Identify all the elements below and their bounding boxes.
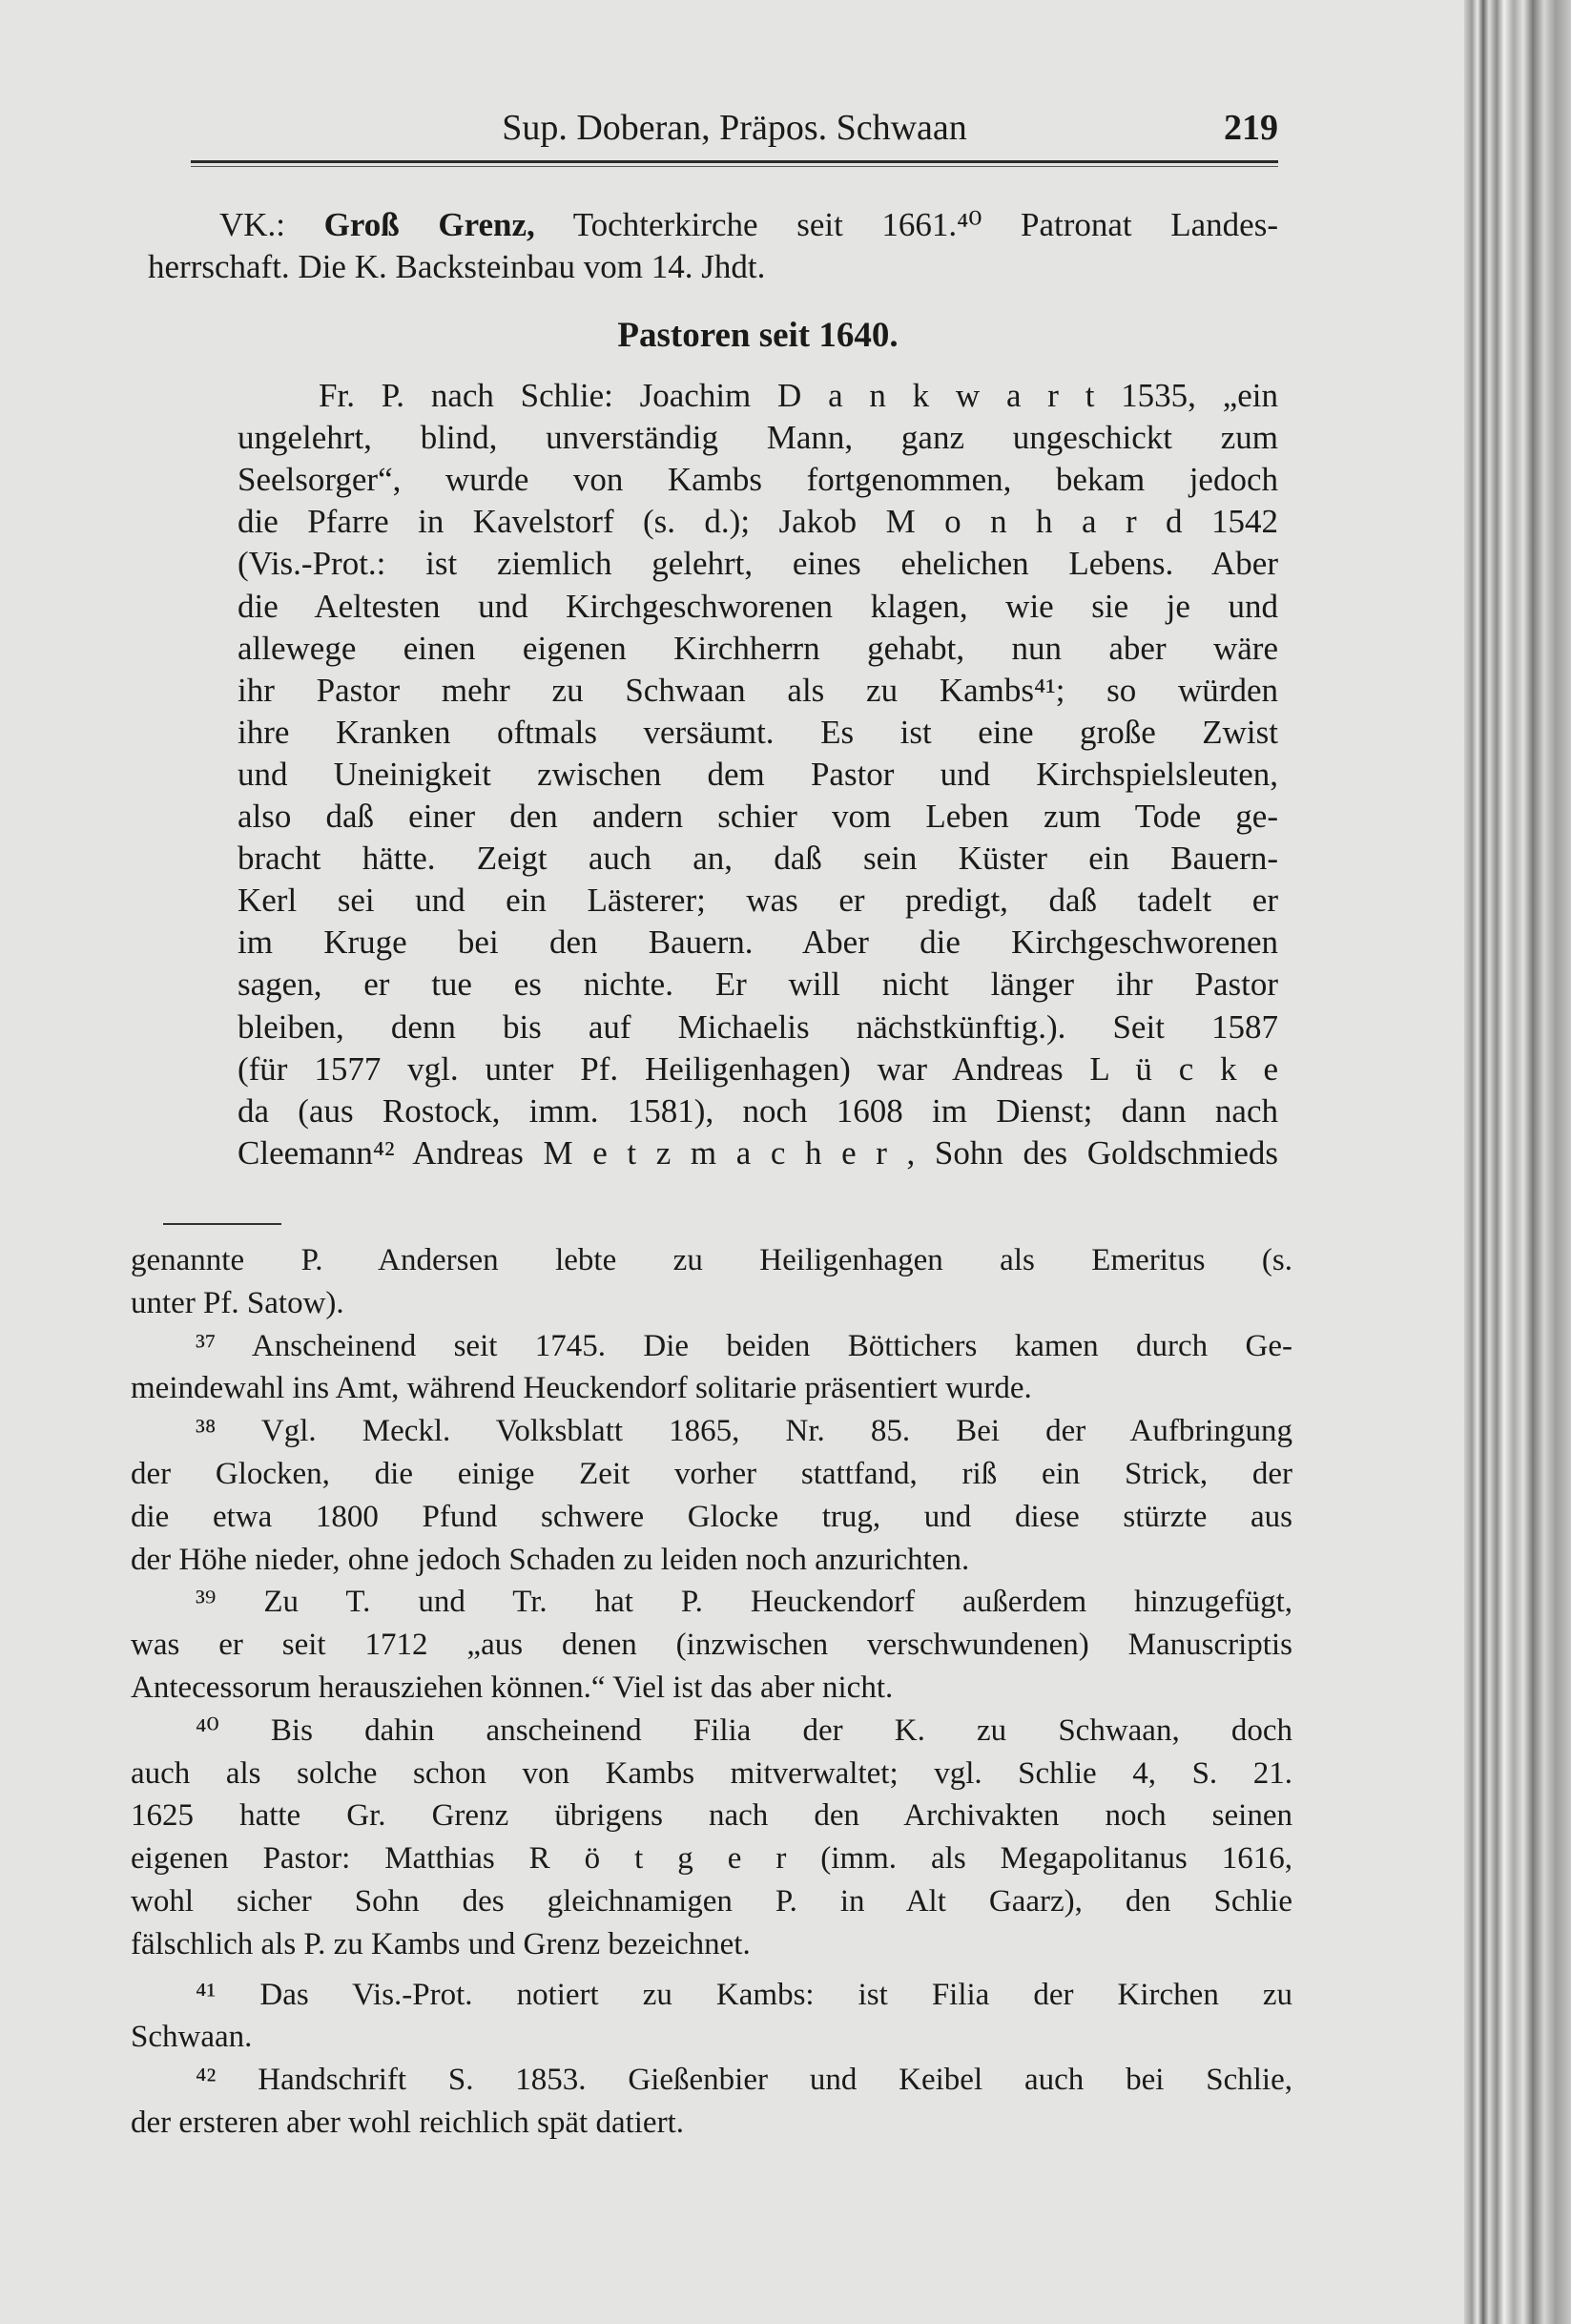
- intro-line-1: [219, 204, 1278, 246]
- footnote-line: ⁴¹ Das Vis.-Prot. notiert zu Kambs: ist Filia der Kirchen zu: [196, 1977, 1292, 2012]
- footnote-line: genannte P. Andersen lebte zu Heiligenhagen als Emeritus (s.: [131, 1243, 1292, 1277]
- footnote-line: unter Pf. Satow).: [131, 1285, 344, 1320]
- footnote-line: ³⁸ Vgl. Meckl. Volksblatt 1865, Nr. 85. Bei der Aufbringung: [196, 1414, 1292, 1449]
- intro-rest: Tochterkirche seit 1661.⁴⁰ Patronat Landes-: [534, 206, 1278, 243]
- page-number: 219: [1224, 108, 1278, 148]
- footnote-line: die etwa 1800 Pfund schwere Glocke trug, und diese stürzte aus: [131, 1499, 1292, 1534]
- footnote-line: Antecessorum herausziehen können.“ Viel ist das aber nicht.: [131, 1670, 894, 1705]
- footnote-line: fälschlich als P. zu Kambs und Grenz bezeichnet.: [131, 1926, 751, 1961]
- header-rule: [191, 160, 1278, 163]
- paragraph-line: Seelsorger“, wurde von Kambs fortgenommen, bekam jedoch: [238, 461, 1278, 499]
- paragraph-line: Cleemann⁴² Andreas M e t z m a c h e r , Sohn des Goldschmieds: [238, 1133, 1278, 1172]
- paragraph-line: da (aus Rostock, imm. 1581), noch 1608 im Dienst; dann nach: [238, 1091, 1278, 1130]
- footnote-line: ³⁹ Zu T. und Tr. hat P. Heuckendorf außerdem hinzugefügt,: [196, 1585, 1292, 1620]
- footnote-line: der Höhe nieder, ohne jedoch Schaden zu leiden noch anzurichten.: [131, 1542, 970, 1577]
- paragraph-line: bleiben, denn bis auf Michaelis nächstkünftig.). Seit 1587: [238, 1007, 1278, 1046]
- running-title: Sup. Doberan, Präpos. Schwaan: [502, 108, 967, 148]
- book-binding-edge: [1464, 0, 1571, 2324]
- paragraph-line: ihr Pastor mehr zu Schwaan als zu Kambs⁴¹; so würden: [238, 671, 1278, 709]
- paragraph-line: die Aeltesten und Kirchgeschworenen klagen, wie sie je und: [238, 587, 1278, 625]
- footnote-line: 1625 hatte Gr. Grenz übrigens nach den Archivakten noch seinen: [131, 1798, 1292, 1834]
- header-rule-thin: [191, 166, 1278, 167]
- paragraph-line: bracht hätte. Zeigt auch an, daß sein Küster ein Bauern-: [238, 840, 1278, 878]
- paragraph-line: ungelehrt, blind, unverständig Mann, ganz ungeschickt zum: [238, 419, 1278, 457]
- footnote-line: der Glocken, die einige Zeit vorher stattfand, riß ein Strick, der: [131, 1457, 1292, 1491]
- intro-line-2: herrschaft. Die K. Backsteinbau vom 14. Jhdt.: [148, 248, 766, 285]
- paragraph-line: und Uneinigkeit zwischen dem Pastor und Kirchspielsleuten,: [238, 755, 1278, 793]
- paragraph-line: im Kruge bei den Bauern. Aber die Kirchgeschworenen: [238, 923, 1278, 962]
- paragraph-line: (für 1577 vgl. unter Pf. Heiligenhagen) war Andreas L ü c k e: [238, 1049, 1278, 1088]
- footnote-line: wohl sicher Sohn des gleichnamigen P. in Alt Gaarz), den Schlie: [131, 1884, 1292, 1919]
- paragraph-line: (Vis.-Prot.: ist ziemlich gelehrt, eines ehelichen Lebens. Aber: [238, 545, 1278, 583]
- place-name: Groß Grenz,: [323, 206, 535, 243]
- footnote-line: der ersteren aber wohl reichlich spät datiert.: [131, 2106, 684, 2140]
- paragraph-line: ihre Kranken oftmals versäumt. Es ist eine große Zwist: [238, 713, 1278, 751]
- running-header: [191, 107, 1278, 155]
- paragraph-line: also daß einer den andern schier vom Leben zum Tode ge-: [238, 798, 1278, 835]
- footnote-line: ³⁷ Anscheinend seit 1745. Die beiden Böttichers kamen durch Ge-: [196, 1328, 1292, 1363]
- footnote-line: was er seit 1712 „aus denen (inzwischen verschwundenen) Manuscriptis: [131, 1628, 1292, 1663]
- paragraph-line: Fr. P. nach Schlie: Joachim D a n k w a r t 1535, „ein: [319, 377, 1278, 414]
- footnote-line: ⁴⁰ Bis dahin anscheinend Filia der K. zu Schwaan, doch: [196, 1712, 1292, 1748]
- footnote-line: auch als solche schon von Kambs mitverwaltet; vgl. Schlie 4, S. 21.: [131, 1755, 1292, 1791]
- intro-prefix: VK.:: [219, 206, 324, 243]
- footnote-line: Schwaan.: [131, 2020, 253, 2055]
- section-heading: Pastoren seit 1640.: [617, 316, 899, 355]
- footnote-line: ⁴² Handschrift S. 1853. Gießenbier und Keibel auch bei Schlie,: [196, 2063, 1292, 2098]
- paragraph-line: Kerl sei und ein Lästerer; was er predigt, daß tadelt er: [238, 882, 1278, 920]
- footnote-line: eigenen Pastor: Matthias R ö t g e r (imm. als Megapolitanus 1616,: [131, 1841, 1292, 1877]
- paragraph-line: allewege einen eigenen Kirchherrn gehabt, nun aber wäre: [238, 629, 1278, 667]
- footnote-rule: [163, 1223, 281, 1225]
- footnote-line: meindewahl ins Amt, während Heuckendorf solitarie präsentiert wurde.: [131, 1371, 1032, 1406]
- paragraph-line: die Pfarre in Kavelstorf (s. d.); Jakob M o n h a r d 1542: [238, 503, 1278, 541]
- paragraph-line: sagen, er tue es nichte. Er will nicht länger ihr Pastor: [238, 965, 1278, 1004]
